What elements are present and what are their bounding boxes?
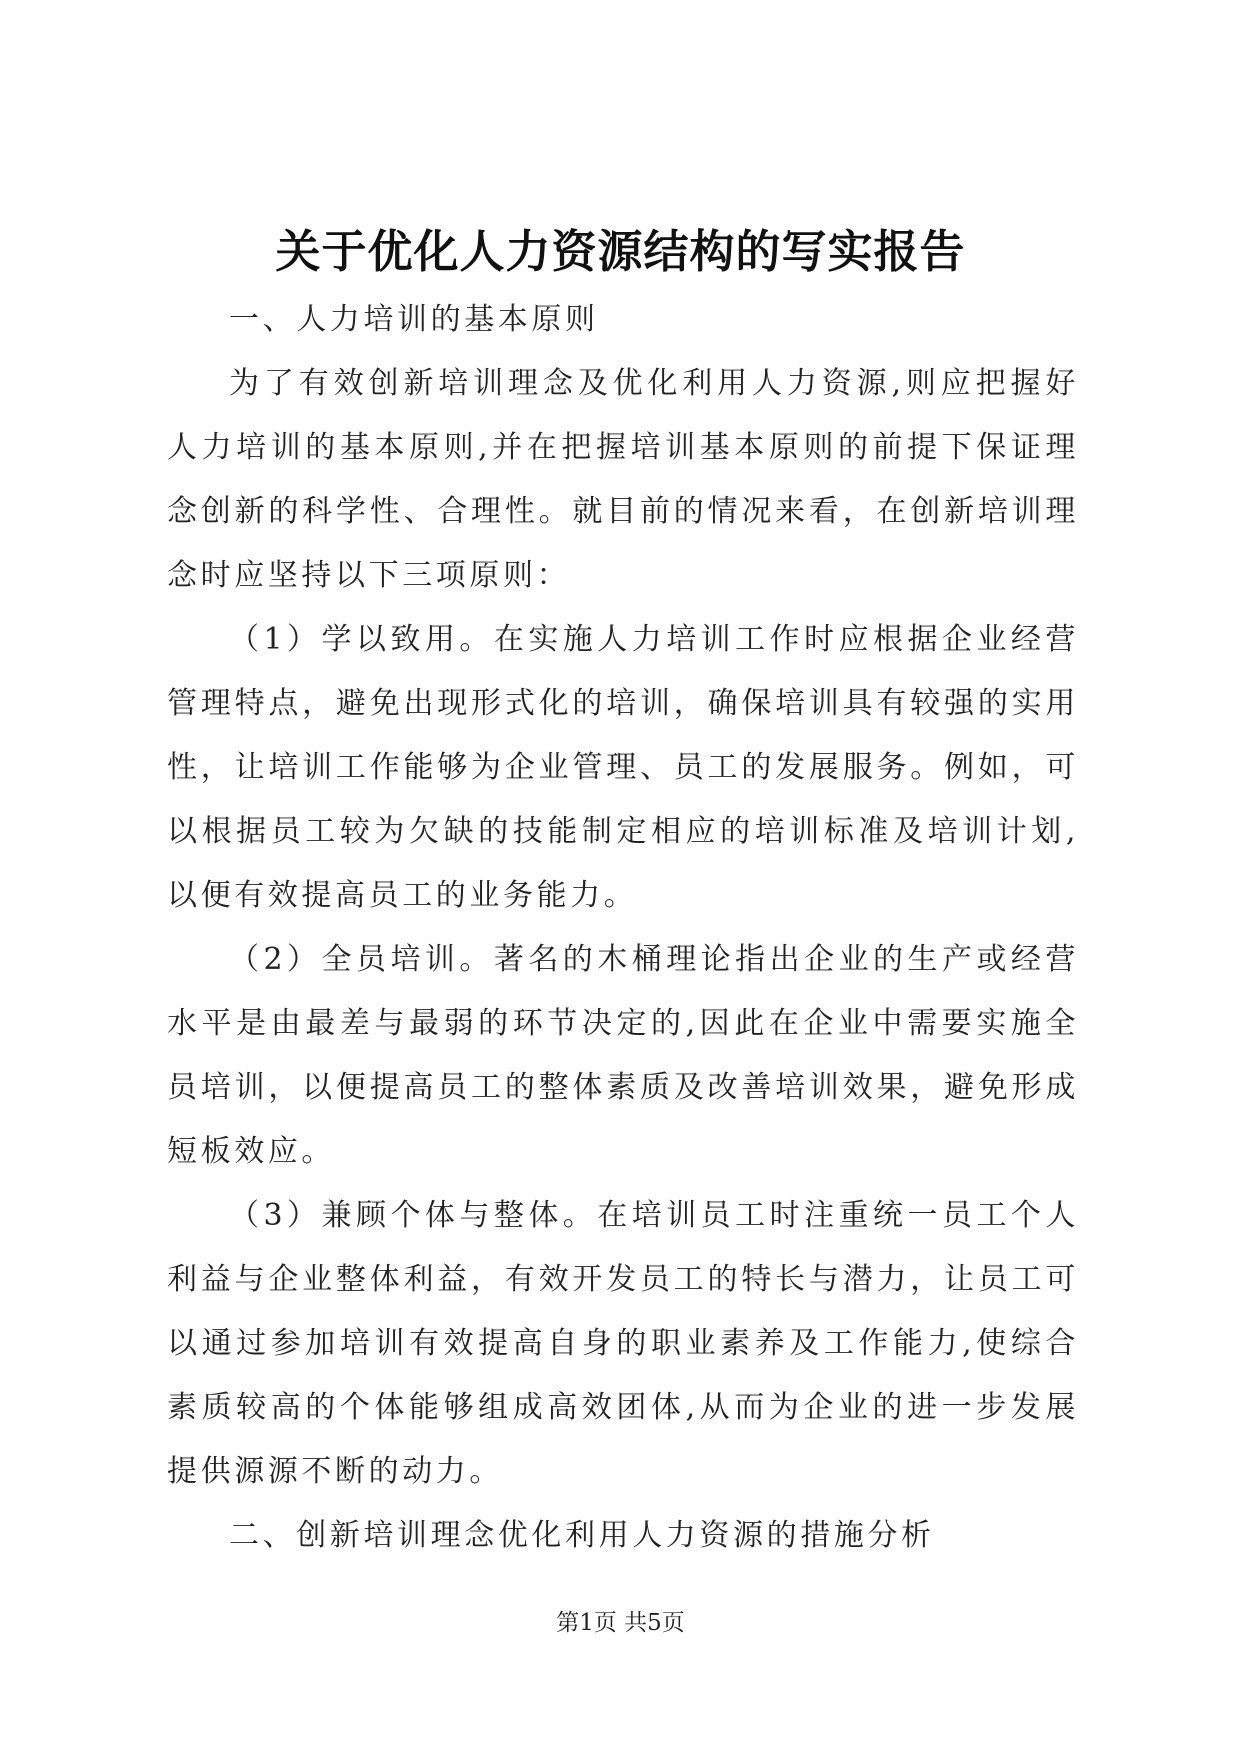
section-heading-1: 一、人力培训的基本原则 (229, 302, 599, 337)
principle-item-3: （3）兼顾个体与整体。在培训员工时注重统一员工个人利益与企业整体利益，有效开发员工的特长与潜力，让员工可以通过参加培训有效提高自身的职业素养及工作能力,使综合素质较高的个体能够组成高效团体,从而为企业的进一步发展提供源源不断的动力。 (167, 1198, 1079, 1489)
paragraph-intro: 为了有效创新培训理念及优化利用人力资源,则应把握好人力培训的基本原则,并在把握培训基本原则的前提下保证理念创新的科学性、合理性。就目前的情况来看，在创新培训理念时应坚持以下三项原则： (167, 366, 1079, 593)
document-title: 关于优化人力资源结构的写实报告 (275, 225, 966, 278)
section-heading-2: 二、创新培训理念优化利用人力资源的措施分析 (229, 1518, 935, 1553)
principle-item-1: （1）学以致用。在实施人力培训工作时应根据企业经营管理特点，避免出现形式化的培训，确保培训具有较强的实用性，让培训工作能够为企业管理、员工的发展服务。例如，可以根据员工较为欠缺的技能制定相应的培训标准及培训计划,以便有效提高员工的业务能力。 (167, 622, 1079, 913)
principle-item-2: （2）全员培训。著名的木桶理论指出企业的生产或经营水平是由最差与最弱的环节决定的,因此在企业中需要实施全员培训，以便提高员工的整体素质及改善培训效果，避免形成短板效应。 (167, 942, 1079, 1169)
page-footer (0, 1608, 1241, 1638)
page-number: 第1页 共5页 (556, 1610, 685, 1636)
